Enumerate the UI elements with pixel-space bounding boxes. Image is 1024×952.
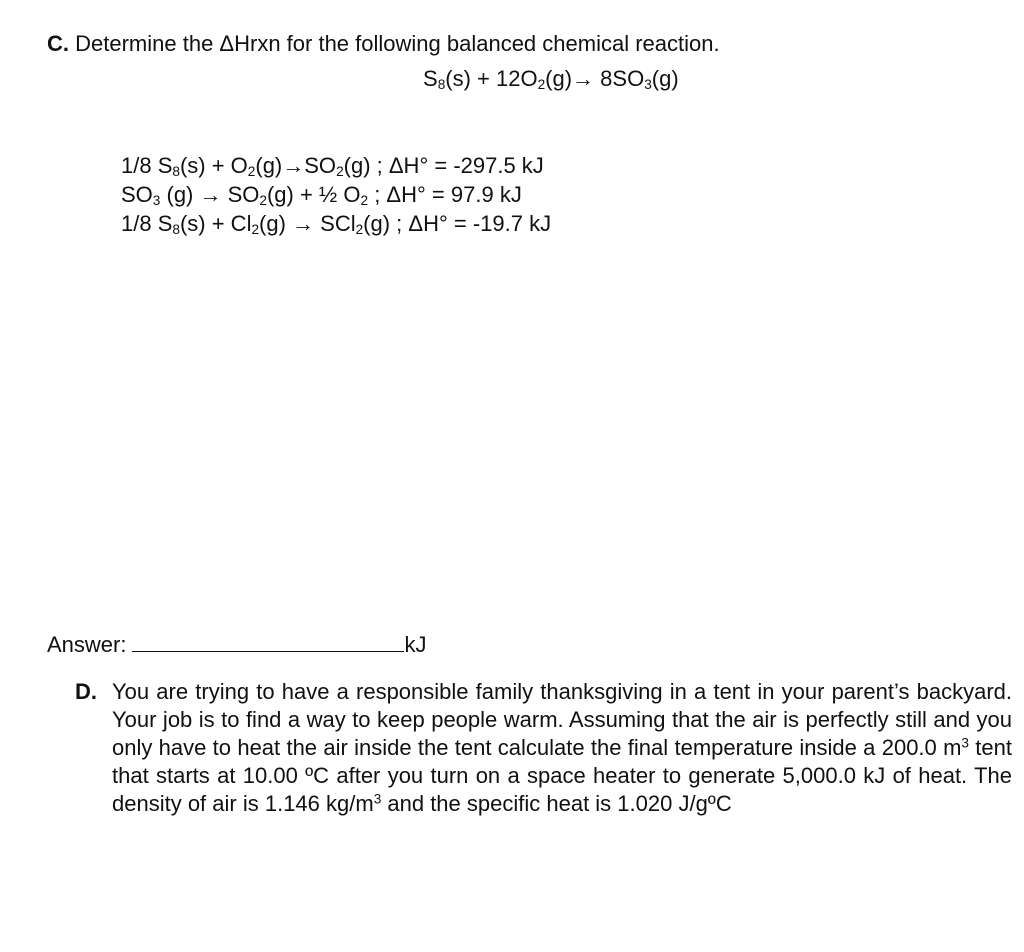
part-d-superscript-1: 3 [961,735,969,751]
equation-2-text-0: SO [121,182,153,207]
equation-3-subscript-3: 2 [251,222,260,237]
part-d-text [112,678,1012,818]
given-equation-2 [121,182,522,208]
answer-unit: kJ [404,632,427,657]
overall-reaction [423,66,679,92]
equation-2-text-2: (g) → SO [160,182,260,207]
answer-blank-line[interactable] [132,631,404,652]
part-d-text-2: tent that starts at 10.00 ºC after you turn on a space heater to generate 5,000.0 kJ of heat. The density of air is 1.146 kg/m [112,735,1012,816]
overall-reaction-s: S [423,66,438,91]
part-d-text-0: You are trying to have a responsible family thanksgiving in a tent in your parent’s backyard. Your job is to find a way to keep people warm. Assuming that the air is perfectly still and you only have to heat the air inside the tent calculate the final temperature inside a 200.0 m [112,679,1012,760]
part-d-label: D. [75,679,97,704]
part-d-text-4: and the specific heat is 1.020 J/gºC [381,791,732,816]
equation-3-subscript-1: 8 [172,222,180,237]
equation-3-subscript-5: 2 [355,222,364,237]
equation-2-subscript-1: 3 [152,193,161,208]
overall-reaction-text-a: (s) + 12O [445,66,538,91]
overall-reaction-so3-subscript: 3 [644,77,652,92]
equation-1-text-4: (g)→SO [255,153,337,178]
equation-3-text-6: (g) ; ΔH° = -19.7 kJ [363,211,552,236]
equation-1-text-0: 1/8 S [121,153,173,178]
answer-row [47,631,426,658]
overall-reaction-o-subscript: 2 [537,77,546,92]
equation-1-text-6: (g) ; ΔH° = -297.5 kJ [343,153,544,178]
part-c-label: C. [47,31,69,56]
part-d-superscript-3: 3 [373,791,382,807]
equation-1-subscript-5: 2 [336,164,344,179]
overall-reaction-text-b: (g)→ 8SO [545,66,645,91]
answer-label: Answer: [47,632,127,657]
overall-reaction-s-subscript: 8 [437,77,446,92]
equation-2-text-4: (g) + ½ O [266,182,361,207]
part-c-question [47,31,720,57]
equation-2-text-6: ; ΔH° = 97.9 kJ [368,182,522,207]
equation-1-text-2: (s) + O [179,153,248,178]
equation-3-text-0: 1/8 S [121,211,173,236]
equation-1-subscript-1: 8 [172,164,180,179]
equation-2-subscript-3: 2 [259,193,267,208]
part-d-question [75,678,1013,818]
given-equation-3 [121,211,551,237]
part-c-prompt: Determine the ΔHrxn for the following balanced chemical reaction. [75,31,720,56]
overall-reaction-text-c: (g) [651,66,679,91]
given-equation-1 [121,153,544,179]
equation-1-subscript-3: 2 [247,164,256,179]
equation-3-text-4: (g) → SCl [259,211,356,236]
equation-3-text-2: (s) + Cl [179,211,252,236]
equation-2-subscript-5: 2 [360,193,369,208]
